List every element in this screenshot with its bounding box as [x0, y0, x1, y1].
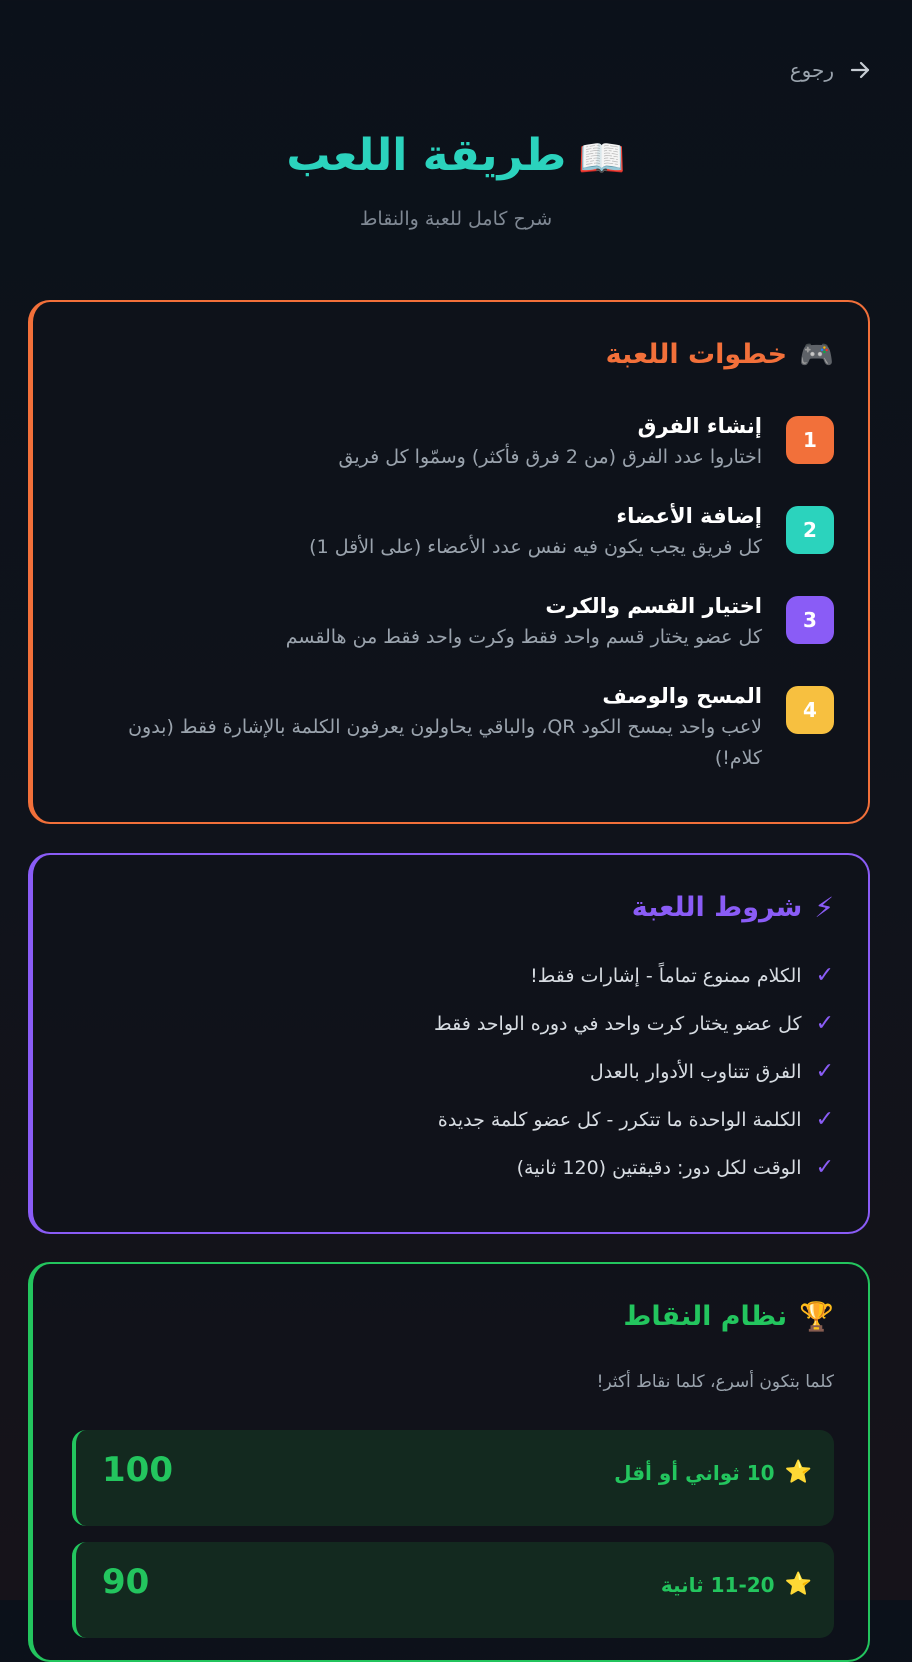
tier-label-text: 10 ثواني أو أقل: [614, 1460, 775, 1485]
step-number-badge: 2: [786, 506, 834, 554]
rule-text: الوقت لكل دور: دقيقتين (120 ثانية): [516, 1156, 802, 1179]
check-icon: ✓: [815, 1011, 834, 1036]
rule-text: الكلام ممنوع تماماً - إشارات فقط!: [530, 964, 802, 987]
rules-card-header: [632, 891, 834, 924]
step-item: [114, 414, 834, 473]
back-label: رجوع: [789, 58, 834, 82]
rule-item: [517, 1155, 834, 1180]
step-description: كل عضو يختار قسم واحد فقط وكرت واحد فقط من هالقسم: [285, 626, 762, 648]
rule-text: الكلمة الواحدة ما تتكرر - كل عضو كلمة جديدة: [437, 1108, 802, 1131]
step-description: اختاروا عدد الفرق (من 2 فرق فأكثر) وسمّوا كل فريق: [338, 446, 762, 468]
open-book-icon: 📖: [578, 136, 626, 180]
rule-item: [590, 1059, 834, 1084]
tier-points: 100: [102, 1450, 173, 1490]
arrow-right-icon: [848, 58, 872, 82]
points-lead-text: كلما بتكون أسرع، كلما نقاط أكثر!: [596, 1372, 834, 1392]
back-button[interactable]: [790, 58, 872, 82]
steps-card-header: [606, 338, 834, 371]
points-card: [28, 1262, 870, 1662]
check-icon: ✓: [815, 1107, 834, 1132]
tier-points: 90: [102, 1562, 150, 1602]
check-icon: ✓: [815, 1155, 834, 1180]
star-icon: ⭐: [784, 1460, 812, 1485]
step-number-badge: 4: [786, 686, 834, 734]
points-card-title: نظام النقاط: [623, 1301, 788, 1332]
step-title: اختيار القسم والكرت: [545, 594, 762, 618]
check-icon: ✓: [815, 963, 834, 988]
page-title: [0, 126, 912, 188]
rule-item: [530, 963, 834, 988]
page-subtitle: شرح كامل للعبة والنقاط: [359, 208, 553, 230]
rule-text: الفرق تتناوب الأدوار بالعدل: [589, 1060, 802, 1083]
tier-label-text: 11-20 ثانية: [660, 1572, 775, 1597]
star-icon: ⭐: [784, 1572, 812, 1597]
rules-card: [28, 853, 870, 1234]
step-number-badge: 3: [786, 596, 834, 644]
step-item: [114, 504, 834, 563]
trophy-icon: 🏆: [799, 1300, 834, 1333]
step-title: إنشاء الفرق: [637, 414, 762, 438]
tier-label: [614, 1460, 812, 1485]
step-title: إضافة الأعضاء: [616, 504, 762, 528]
step-description: لاعب واحد يمسح الكود QR، والباقي يحاولون يعرفون الكلمة بالإشارة فقط (بدون كلام!): [128, 716, 762, 769]
step-title: المسح والوصف: [602, 684, 762, 708]
rules-card-title: شروط اللعبة: [631, 892, 803, 923]
game-controller-icon: 🎮: [799, 338, 834, 371]
rule-text: كل عضو يختار كرت واحد في دوره الواحد فقط: [434, 1012, 802, 1035]
check-icon: ✓: [815, 1059, 834, 1084]
tier-label: [661, 1572, 812, 1597]
step-description: كل فريق يجب يكون فيه نفس عدد الأعضاء (على الأقل 1): [309, 536, 762, 558]
points-tier: [72, 1542, 834, 1638]
step-number-badge: 1: [786, 416, 834, 464]
step-item: [114, 684, 834, 774]
points-tier: [72, 1430, 834, 1526]
rule-item: [438, 1107, 834, 1132]
steps-card: [28, 300, 870, 824]
lightning-icon: ⚡: [814, 891, 834, 924]
points-card-header: [623, 1300, 834, 1333]
steps-card-title: خطوات اللعبة: [605, 339, 788, 370]
rule-item: [434, 1011, 834, 1036]
page-title-text: طريقة اللعب: [286, 130, 567, 181]
step-item: [114, 594, 834, 653]
